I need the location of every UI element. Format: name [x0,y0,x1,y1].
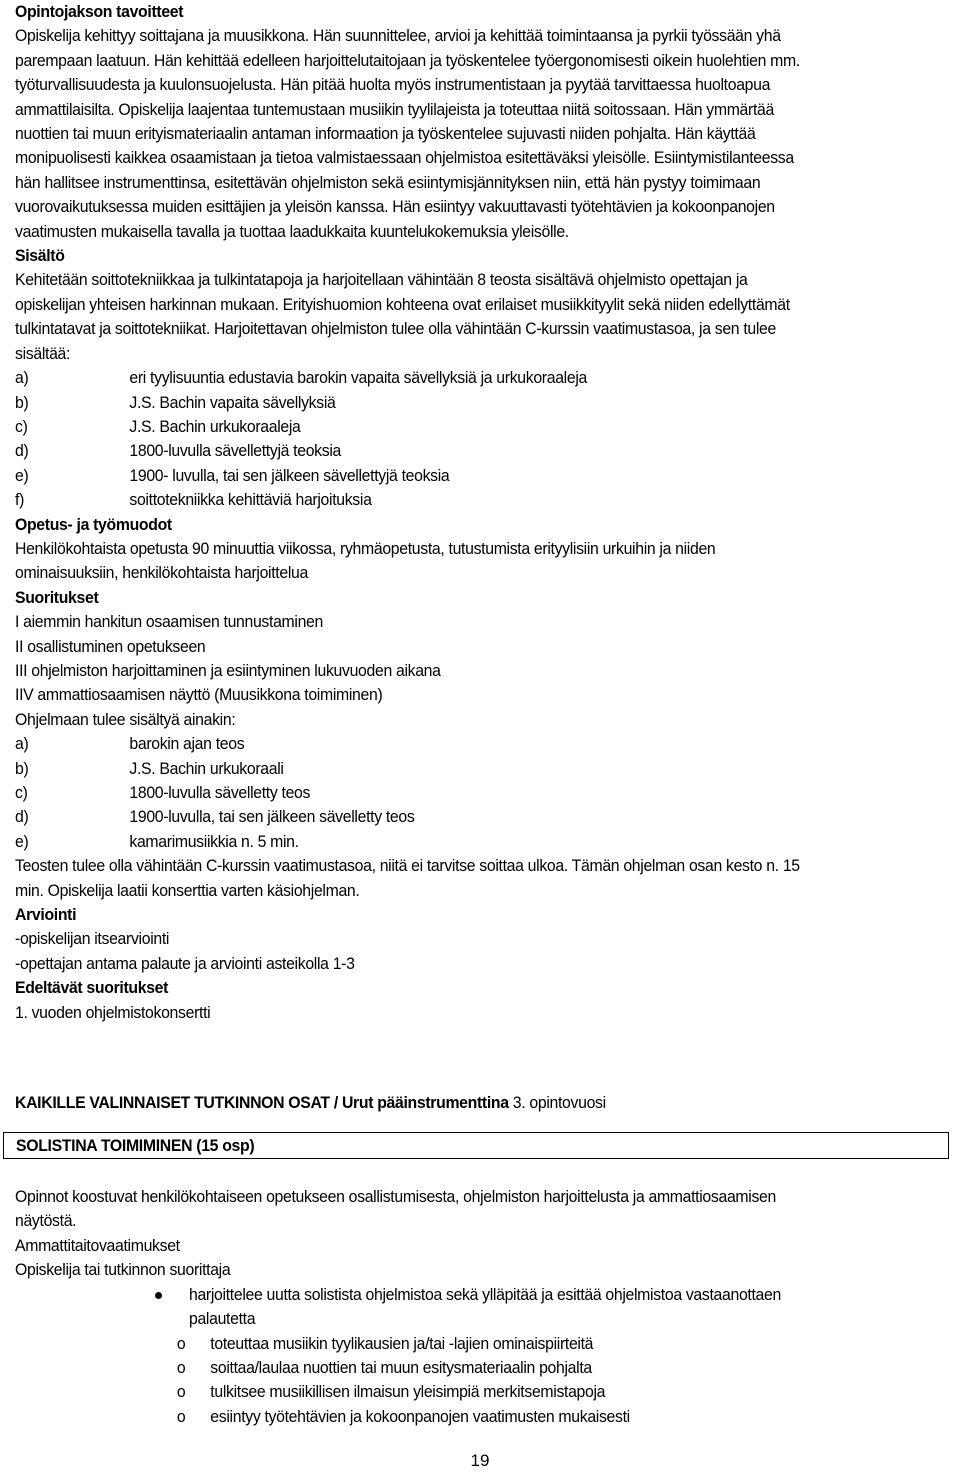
paragraph-line: parempaan laatuun. Hän kehittää edelleen harjoittelutaitojaan ja työskentelee työergonomisesti oikein huolehtien mm. [15,50,800,70]
section-heading-sisalto: Sisältö [15,246,65,266]
list-marker: a) [15,368,29,388]
requirements-label: Ammattitaitovaatimukset [15,1235,180,1255]
list-text: kamarimusiikkia n. 5 min. [129,831,299,851]
list-text: J.S. Bachin urkukoraaleja [129,416,301,436]
paragraph-line: III ohjelmiston harjoittaminen ja esiintyminen lukuvuoden aikana [15,660,441,680]
list-item [15,391,880,415]
list-marker: d) [15,441,29,461]
paragraph-line: hän hallitsee instrumenttinsa, esitettävän ohjelmiston sekä esiintymisjännityksen niin, että hän pystyy toimimaan [15,172,761,192]
paragraph-line: nuottien tai muun erityismateriaalin antaman informaation ja työskentelee sujuvasti niiden pohjalta. Hän käyttää [15,124,756,144]
paragraph-line: -opettajan antama palaute ja arviointi asteikolla 1-3 [15,953,355,973]
list-text: 1900- luvulla, tai sen jälkeen sävellettyjä teoksia [129,465,450,485]
module-title [15,1091,880,1115]
list-item [15,415,880,439]
paragraph-line: Teosten tulee olla vähintään C-kurssin vaatimustasoa, niitä ei tarvitse soittaa ulkoa. Tämän ohjelman osan kesto n. 15 [15,856,800,876]
document-page [15,0,945,1429]
bullet-text: palautetta [189,1309,256,1329]
module-box-title [3,1132,949,1159]
paragraph-line: ammattilaisilta. Opiskelija laajentaa tuntemustaan musiikin tyylilajeista ja toteuttaa niitä soitossaan. Hän ymmärtää [15,99,774,119]
sub-bullet-item [15,1356,880,1380]
list-marker: c) [15,416,28,436]
sub-bullet-text: toteuttaa musiikin tyylikausien ja/tai -lajien ominaispiirteitä [210,1333,594,1353]
paragraph-line: monipuolisesti kaikkea osaamistaan ja tietoa valmistaessaan ohjelmistoa esitettäväksi yleisölle. Esiintymistilanteessa [15,148,794,168]
list-marker: a) [15,734,29,754]
sub-bullet-item [15,1380,880,1404]
paragraph-line: 1. vuoden ohjelmistokonsertti [15,1002,211,1022]
spacer [15,1025,945,1077]
paragraph-line: työturvallisuudesta ja kuulonsuojelusta. Hän pitää huolta myös instrumentistaan ja pyytää tarvittaessa huoltoapua [15,75,771,95]
spacer [15,1159,945,1185]
sub-bullet-marker: o [176,1357,186,1377]
paragraph-line: -opiskelijan itsearviointi [15,929,170,949]
page-number: 19 [470,1451,490,1470]
requirements-intro: Opiskelija tai tutkinnon suorittaja [15,1260,231,1280]
paragraph-line: Kehitetään soittotekniikkaa ja tulkintatapoja ja harjoitellaan vähintään 8 teosta sisältävä ohjelmisto opettajan ja [15,270,748,290]
list-item [15,439,880,463]
paragraph-line: Henkilökohtaista opetusta 90 minuuttia viikossa, ryhmäopetusta, tutustumista erityylisiin urkuihin ja niiden [15,538,716,558]
module-title-bold: KAIKILLE VALINNAISET TUTKINNON OSAT / Urut pääinstrumenttina [15,1093,509,1113]
paragraph-line: näytöstä. [15,1211,77,1231]
paragraph-line: Opinnot koostuvat henkilökohtaiseen opetukseen osallistumisesta, ohjelmiston harjoittelusta ja ammattiosaamisen [15,1187,776,1207]
paragraph-line: sisältää: [15,343,71,363]
section-heading-suoritukset: Suoritukset [15,587,99,607]
paragraph-line: vuorovaikutuksessa muiden esittäjien ja yleisön kanssa. Hän esiintyy vakuuttavasti työtehtävien ja kokoonpanojen [15,197,775,217]
sub-bullet-item [15,1405,880,1429]
list-item [15,830,880,854]
list-item [15,781,880,805]
list-text: eri tyylisuuntia edustavia barokin vapaita sävellyksiä ja urkukoraaleja [129,368,587,388]
paragraph-line: II osallistuminen opetukseen [15,636,206,656]
paragraph-line: min. Opiskelija laatii konserttia varten käsiohjelman. [15,880,360,900]
paragraph-line: Ohjelmaan tulee sisältyä ainakin: [15,709,236,729]
paragraph-line: I aiemmin hankitun osaamisen tunnustaminen [15,612,323,632]
paragraph-line: tulkintatavat ja soittotekniikat. Harjoitettavan ohjelmiston tulee olla vähintään C-kurssin vaatimustasoa, ja sen tulee [15,319,776,339]
list-item [15,757,880,781]
bullet-icon [155,1292,162,1299]
module-box-title-text: SOLISTINA TOIMIMINEN (15 osp) [16,1136,255,1156]
bullet-text: harjoittelee uutta solistista ohjelmistoa sekä ylläpitää ja esittää ohjelmistoa vastaanottaen [189,1284,781,1304]
sub-bullet-marker: o [176,1333,186,1353]
section-heading-edeltavat: Edeltävät suoritukset [15,978,169,998]
sub-bullet-marker: o [176,1382,186,1402]
module-title-year: 3. opintovuosi [508,1093,606,1113]
paragraph-line: ominaisuuksiin, henkilökohtaista harjoittelua [15,563,308,583]
sub-bullet-item [15,1332,880,1356]
sub-bullet-text: soittaa/laulaa nuottien tai muun esitysmateriaalin pohjalta [210,1357,592,1377]
bullet-item [15,1283,945,1332]
list-text: J.S. Bachin vapaita sävellyksiä [129,392,336,412]
list-text: 1800-luvulla sävellettyjä teoksia [129,441,341,461]
list-marker: e) [15,465,29,485]
list-marker: d) [15,807,29,827]
section-heading-opetus: Opetus- ja työmuodot [15,514,172,534]
paragraph-line: IIV ammattiosaamisen näyttö (Muusikkona toimiminen) [15,685,383,705]
list-item [15,464,880,488]
list-marker: e) [15,831,29,851]
paragraph-line: opiskelijan yhteisen harkinnan mukaan. Erityishuomion kohteena ovat erilaiset musiikkityylit sekä niiden edellyttämät [15,294,790,314]
list-marker: c) [15,783,28,802]
list-text: 1800-luvulla sävelletty teos [129,783,311,802]
list-text: barokin ajan teos [129,734,245,754]
list-item [15,488,880,512]
list-item [15,732,880,756]
list-item [15,805,880,829]
list-text: J.S. Bachin urkukoraali [129,758,284,778]
list-text: 1900-luvulla, tai sen jälkeen sävelletty teos [129,807,415,827]
paragraph-line: Opiskelija kehittyy soittajana ja muusikkona. Hän suunnittelee, arvioi ja kehittää toimintaansa ja pyrkii työssään yhä [15,26,781,46]
list-marker: b) [15,392,29,412]
paragraph-line: vaatimusten mukaisella tavalla ja tuottaa laadukkaita kuuntelukokemuksia yleisölle. [15,221,569,241]
sub-bullet-text: tulkitsee musiikillisen ilmaisun yleisimpiä merkitsemistapoja [210,1382,606,1402]
list-item [15,366,880,390]
section-heading-arviointi: Arviointi [15,905,77,925]
list-marker: f) [15,490,25,510]
sub-bullet-marker: o [176,1406,186,1426]
list-marker: b) [15,758,29,778]
section-heading-tavoitteet: Opintojakson tavoitteet [15,2,184,21]
sub-bullet-text: esiintyy työtehtävien ja kokoonpanojen vaatimusten mukaisesti [210,1406,630,1426]
list-text: soittotekniikka kehittäviä harjoituksia [129,490,372,510]
